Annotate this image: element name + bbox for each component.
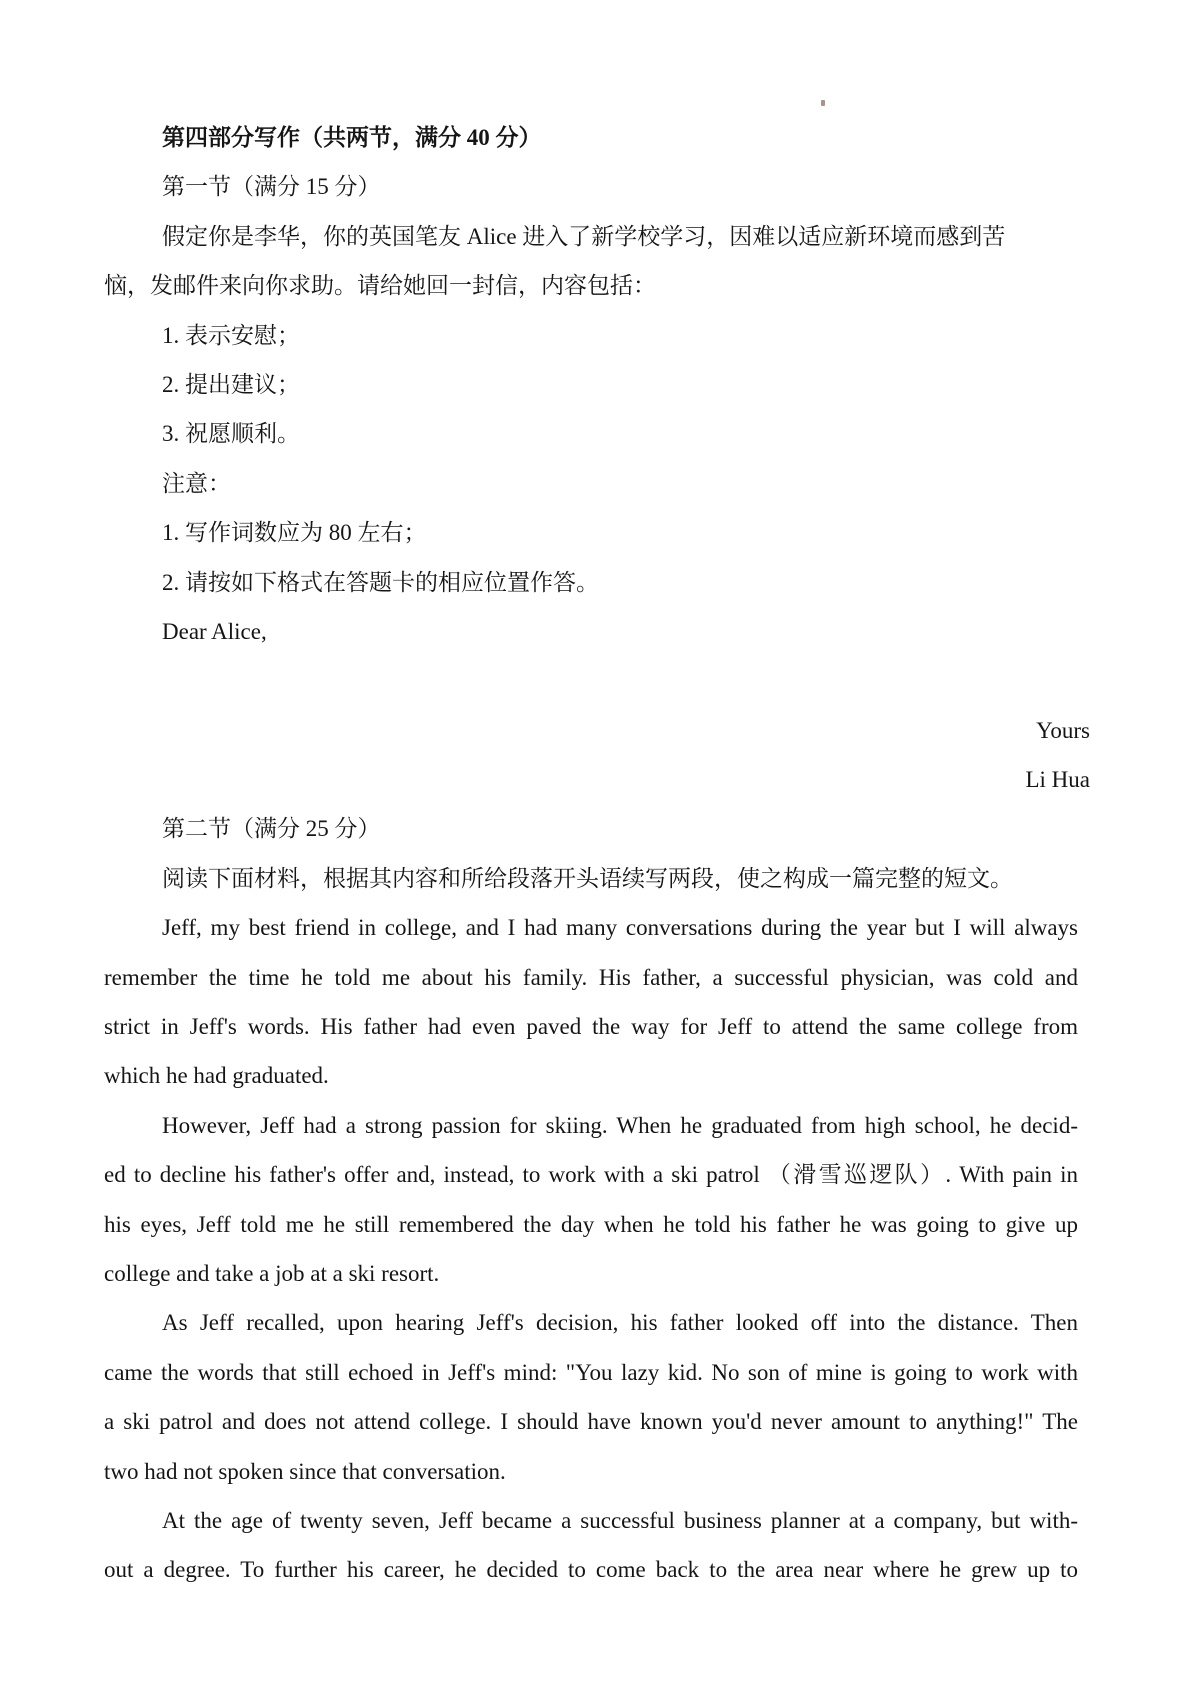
section1-prompt-line: 恼，发邮件来向你求助。请给她回一封信，内容包括： [104,273,656,299]
section2-heading: 第二节（满分 25 分） [162,816,381,842]
story-line: out a degree. To further his career, he decided to come back to the area near where he grew up to [104,1557,1078,1583]
note-2: 2. 请按如下格式在答题卡的相应位置作答。 [162,569,599,595]
story-line: college and take a job at a ski resort. [104,1260,440,1286]
story-line: strict in Jeff's words. His father had even paved the way for Jeff to attend the same college from [104,1014,1078,1040]
letter-closing: Yours [1036,717,1090,743]
story-line: remember the time he told me about his family. His father, a successful physician, was cold and [104,964,1078,990]
scan-artifact-speck [821,100,825,106]
note-1: 1. 写作词数应为 80 左右； [162,520,427,546]
blank-line [104,656,1078,705]
story-line: his eyes, Jeff told me he still remembered the day when he told his father he was going to give up [104,1211,1078,1237]
exam-writing-section [104,113,1090,1595]
story-line: ed to decline his father's offer and, instead, to work with a ski patrol （滑雪巡逻队）. With pain in [104,1162,1078,1188]
content-point-3: 3. 祝愿顺利。 [162,421,300,447]
content-point-2: 2. 提出建议； [162,371,300,397]
story-line: Jeff, my best friend in college, and I had many conversations during the year but I will always [162,915,1078,941]
letter-salutation: Dear Alice, [162,618,267,644]
story-line: a ski patrol and does not attend college. I should have known you'd never amount to anything!" The [104,1409,1078,1435]
notes-label: 注意： [162,470,231,496]
section1-heading: 第一节（满分 15 分） [162,174,381,200]
content-point-1: 1. 表示安慰； [162,322,300,348]
section1-prompt-line: 假定你是李华，你的英国笔友 Alice 进入了新学校学习，因难以适应新环境而感到苦 [162,223,1006,249]
story-line: At the age of twenty seven, Jeff became a successful business planner at a company, but with- [162,1507,1078,1533]
story-line: However, Jeff had a strong passion for skiing. When he graduated from high school, he decid- [162,1112,1078,1138]
part4-title: 第四部分写作（共两节，满分 40 分） [162,125,542,150]
story-line: two had not spoken since that conversation. [104,1458,506,1484]
section2-instruction: 阅读下面材料，根据其内容和所给段落开头语续写两段，使之构成一篇完整的短文。 [162,865,1013,891]
story-line: which he had graduated. [104,1063,329,1089]
letter-signature: Li Hua [1025,767,1090,793]
story-line: came the words that still echoed in Jeff's mind: "You lazy kid. No son of mine is going to work with [104,1359,1078,1385]
story-line: As Jeff recalled, upon hearing Jeff's decision, his father looked off into the distance. Then [162,1310,1078,1336]
